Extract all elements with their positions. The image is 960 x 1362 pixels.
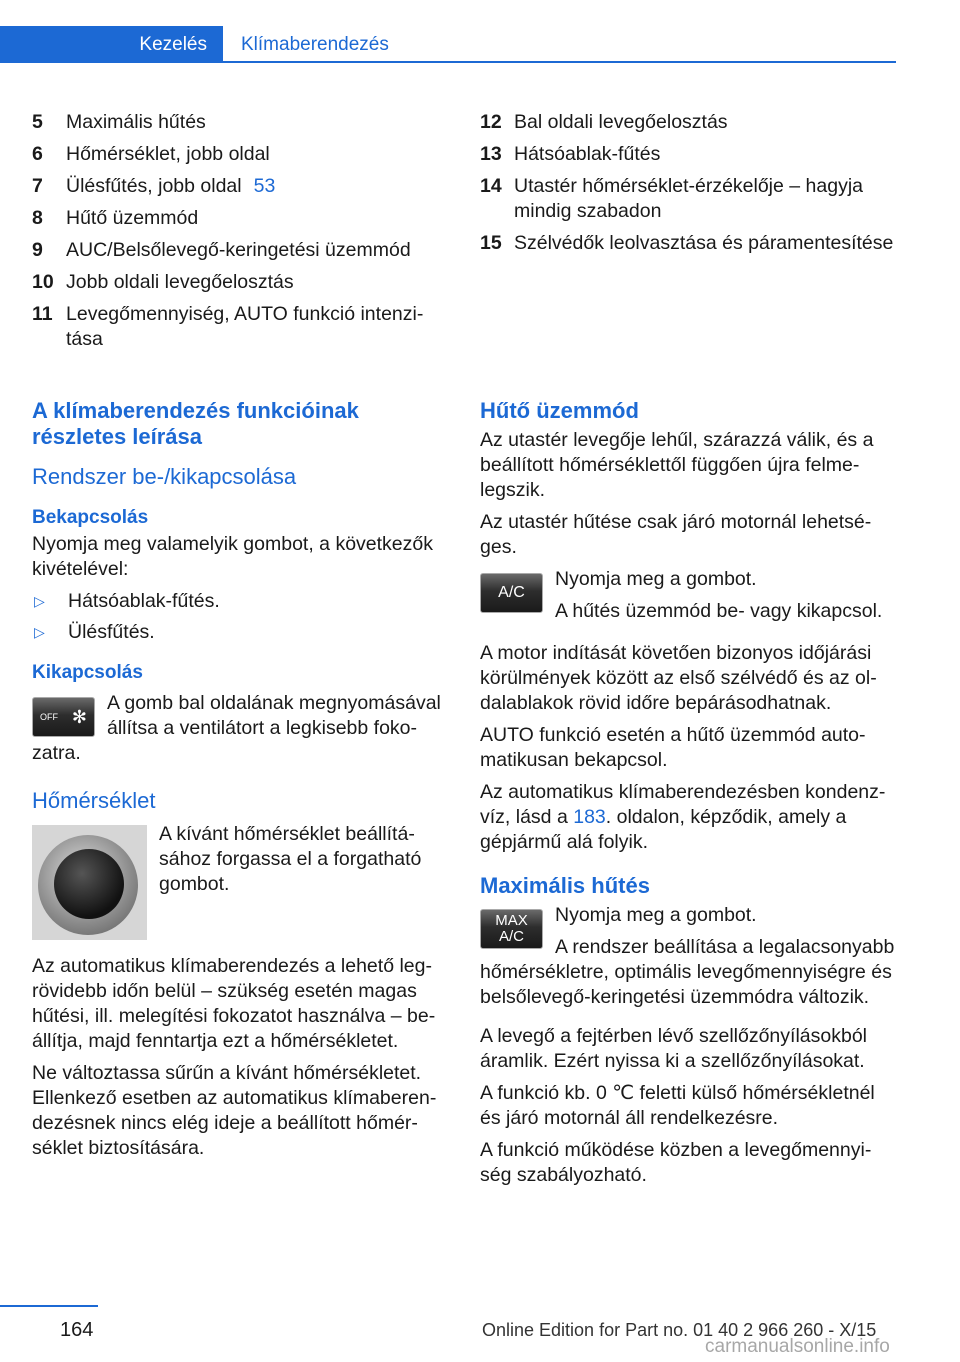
legend-item: 7 Ülésfűtés, jobb oldal 53 bbox=[32, 175, 276, 197]
max-paragraph: A funkció működése közben a levegőmennyiség szabályozható. bbox=[480, 1139, 872, 1186]
legend-item: 11 Levegőmennyiség, AUTO funkció intenzitása bbox=[32, 303, 424, 350]
tab-kezeles[interactable]: Kezelés bbox=[0, 26, 223, 62]
cool-paragraph: AUTO funkció esetén a hűtő üzemmód automatikusan bekapcsol. bbox=[480, 724, 866, 771]
temp-block bbox=[32, 822, 450, 940]
list-item: ▷ Hátsóablak-fűtés. bbox=[34, 590, 220, 612]
page-link[interactable]: 53 bbox=[253, 175, 276, 197]
header-divider bbox=[0, 61, 896, 63]
on-text: Nyomja meg valamelyik gombot, a következők kivételével: bbox=[32, 533, 433, 580]
ac-instruction: Nyomja meg a gombot. bbox=[555, 568, 757, 590]
ac-instruction: A hűtés üzemmód be- vagy kikapcsol. bbox=[555, 600, 883, 622]
legend-item: 12 Bal oldali levegőelosztás bbox=[480, 111, 728, 133]
list-item: ▷ Ülésfűtés. bbox=[34, 621, 155, 643]
max-block bbox=[480, 903, 896, 1010]
footer-divider bbox=[0, 1305, 98, 1307]
legend-item: 15 Szélvédők leolvasztása és páramentesítése bbox=[480, 232, 894, 254]
watermark: carmanualsonline.info bbox=[705, 1336, 890, 1357]
onoff-heading: Rendszer be-/kikapcsolása bbox=[32, 464, 297, 489]
page-link[interactable]: 183 bbox=[573, 806, 606, 828]
max-paragraph: A levegő a fejtérben lévő szellőzőnyílásokból áramlik. Ezért nyissa ki a szellőzőnyílásokat. bbox=[480, 1025, 867, 1072]
temp-text: A kívánt hőmérséklet beállításához forgassa el a forgatható gombot. bbox=[159, 823, 422, 895]
legend-item: 9 AUC/Belsőlevegő-keringetési üzemmód bbox=[32, 239, 411, 261]
legend-right bbox=[480, 110, 896, 263]
off-block bbox=[32, 691, 450, 766]
max-instruction: A rendszer beállítása a legalacsonyabb hőmérsékletre, optimális levegőmennyiségre és belsőlevegő-keringetési üzemmódra változik. bbox=[480, 936, 895, 1008]
cool-paragraph: Az utastér levegője lehűl, szárazzá válik, és a beállított hőmérséklettől függően újra felmelegszik. bbox=[480, 429, 874, 501]
off-heading: Kikapcsolás bbox=[32, 662, 143, 683]
edition-text: Online Edition for Part no. 01 40 2 966 260 - X/15 bbox=[482, 1320, 877, 1340]
exception-list bbox=[32, 589, 450, 645]
legend-item: 8 Hűtő üzemmód bbox=[32, 207, 199, 229]
cool-paragraph: Az utastér hűtése csak járó motornál lehetséges. bbox=[480, 511, 872, 558]
temp-paragraph: Ne változtassa sűrűn a kívánt hőmérsékletet. Ellenkező esetben az automatikus klímaberendezésnek nincs elég ideje a beállított hőmérséklet biztosítására. bbox=[32, 1062, 437, 1159]
cool-paragraph: Az automatikus klímaberendezésben kondenzvíz, lásd a 183. oldalon, képződik, amely a gépjármű alá folyik. bbox=[480, 781, 886, 853]
section-heading: A klímaberendezés funkcióinak részletes leírása bbox=[32, 398, 359, 449]
max-ac-button-icon: MAX A/C bbox=[480, 909, 543, 949]
cool-paragraph: A motor indítását követően bizonyos időjárási körülmények között az első szélvédő és az oldalablakok rövid időre bepárásodhatnak. bbox=[480, 642, 877, 714]
tab-klimaberendezes[interactable]: Klímaberendezés bbox=[241, 33, 389, 55]
legend-item: 14 Utastér hőmérséklet-érzékelője – hagyja mindig szabadon bbox=[480, 175, 864, 222]
temp-heading: Hőmérséklet bbox=[32, 788, 156, 813]
legend-item: 13 Hátsóablak-fűtés bbox=[480, 143, 661, 165]
temperature-knob-image bbox=[32, 825, 147, 940]
right-section bbox=[480, 398, 896, 1195]
legend-item: 10 Jobb oldali levegőelosztás bbox=[32, 271, 294, 293]
off-text: A gomb bal oldalának megnyomásával állítsa a ventilátort a legkisebb fokozatra. bbox=[32, 692, 441, 764]
ac-block bbox=[480, 567, 896, 631]
max-instruction: Nyomja meg a gombot. bbox=[555, 904, 757, 926]
ac-button-icon: A/C bbox=[480, 573, 543, 613]
max-paragraph: A funkció kb. 0 ℃ feletti külső hőmérsékletnél és járó motornál áll rendelkezésre. bbox=[480, 1082, 875, 1129]
max-heading: Maximális hűtés bbox=[480, 873, 650, 898]
page-number: 164 bbox=[60, 1319, 94, 1341]
temp-paragraph: Az automatikus klímaberendezés a lehető legrövidebb időn belül – szükség esetén magas hűtési, ill. melegítési fokozatot használva – beállítja, majd fenntartja ezt a hőmérsékletet. bbox=[32, 955, 436, 1052]
left-section bbox=[32, 398, 450, 1168]
legend-item: 6 Hőmérséklet, jobb oldal bbox=[32, 143, 270, 165]
fan-icon: ✻ bbox=[71, 707, 88, 727]
triangle-bullet-icon: ▷ bbox=[34, 593, 45, 609]
cool-heading: Hűtő üzemmód bbox=[480, 398, 639, 423]
fan-off-button-icon: OFF ✻ bbox=[32, 697, 95, 737]
on-heading: Bekapcsolás bbox=[32, 507, 149, 528]
triangle-bullet-icon: ▷ bbox=[34, 624, 45, 640]
legend-left bbox=[32, 110, 450, 359]
legend-item: 5 Maximális hűtés bbox=[32, 111, 206, 133]
header-tabs bbox=[0, 26, 896, 62]
